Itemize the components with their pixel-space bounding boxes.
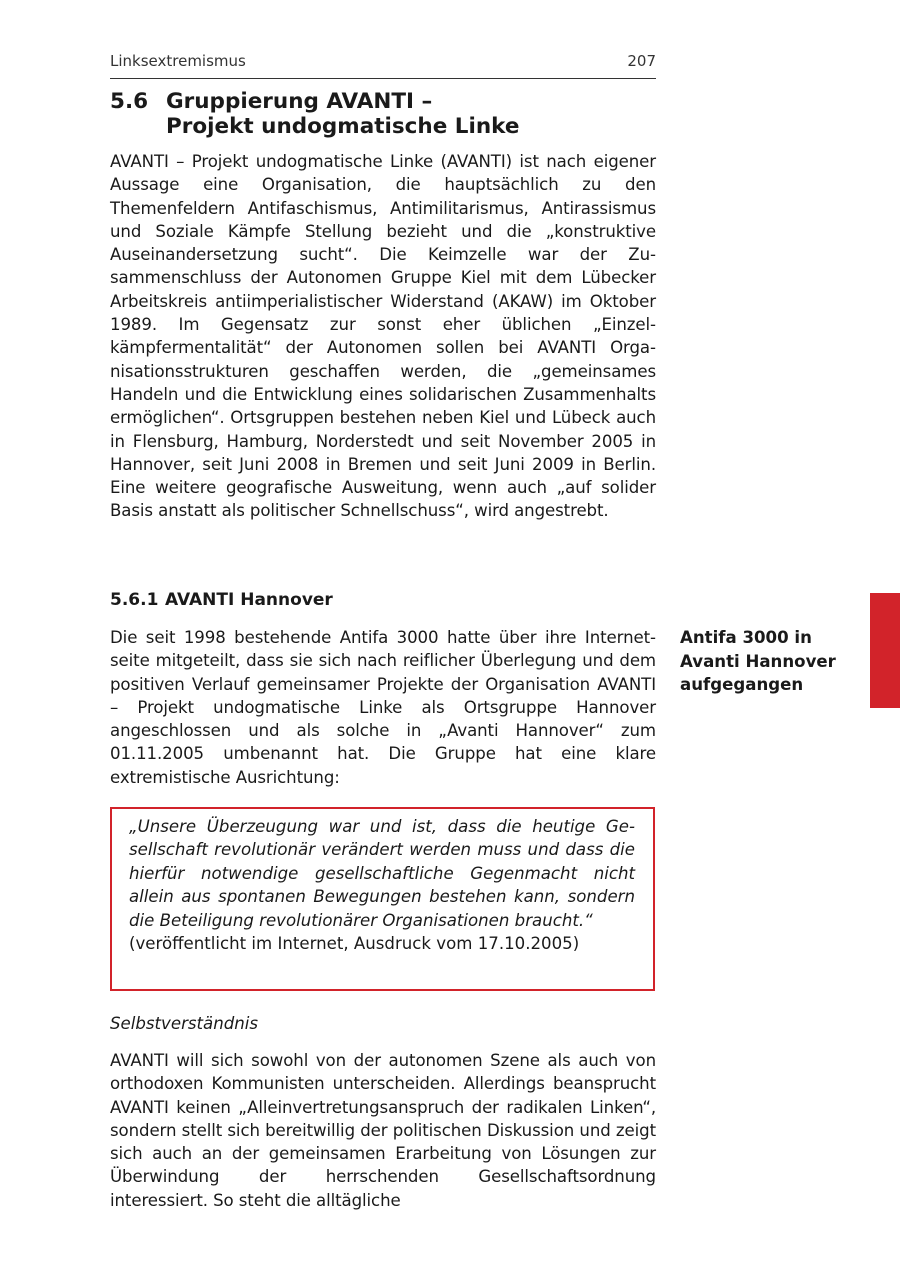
margin-note xyxy=(680,626,860,697)
final-paragraph: AVANTI will sich sowohl von der autonomen Szene als auch von orthodoxen Kommunisten unterscheiden. Allerdings beansprucht AVANTI keinen „Alleinvertretungsanspruch der radikalen Linken“, sondern stellt sich bereitwillig der politischen Diskussion und zeigt sich auch an der gemeinsamen Erarbeitung von Lösungen zur Überwindung der herrschenden Gesellschaftsordnung interessiert. So steht die alltägliche xyxy=(110,1051,656,1210)
margin-note-line: Antifa 3000 in xyxy=(680,628,812,647)
margin-note-line: aufgegangen xyxy=(680,675,804,694)
quote-box xyxy=(110,807,655,991)
subsection-title: AVANTI Hannover xyxy=(165,590,333,610)
margin-note-line: Avanti Hannover xyxy=(680,651,836,671)
section-title-line2: Projekt undogmatische Linke xyxy=(166,114,520,139)
chapter-title: Linksextremismus xyxy=(110,52,246,70)
section-title-line1: Gruppierung AVANTI – xyxy=(166,89,433,114)
chapter-thumb-tab xyxy=(870,593,900,708)
intro-paragraph: AVANTI – Projekt undogmatische Linke (AVANTI) ist nach eigener Aussage eine Organisation, die hauptsächlich zu den Themenfeldern Antifaschismus, Antimilitarismus, Antirassismus und Soziale Kämpfe Stellung bezieht und die „konstruktive Auseinandersetzung sucht“. Die Keimzelle war der Zusammenschluss der Autonomen Gruppe Kiel mit dem Lübecker Arbeitskreis antiimperialistischer Widerstand (AKAW) im Oktober 1989. Im Gegensatz zur sonst eher üblichen „Einzelkämpfermentalität“ der Autonomen sollen bei AVANTI Organisationsstrukturen geschaffen werden, die „gemeinsames Handeln und die Entwicklung eines solidarischen Zusammenhalts ermöglichen“. Ortsgruppen bestehen neben Kiel und Lübeck auch in Flensburg, Hamburg, Norderstedt und seit November 2005 in Hannover, seit Juni 2008 in Bremen und seit Juni 2009 in Berlin. Eine weitere geografische Ausweitung, wenn auch „auf solider Basis anstatt als politischer Schnellschuss“, wird angestrebt. xyxy=(110,152,656,521)
quote-source: (veröffentlicht im Internet, Ausdruck vom 17.10.2005) xyxy=(129,934,580,954)
section-number: 5.6 xyxy=(110,89,149,114)
quote-text: „Unsere Überzeugung war und ist, dass die heutige Gesellschaft revolutionär verändert werden muss und dass die hierfür notwendige gesellschaftliche Gegenmacht nicht allein aus spontanen Bewegungen bestehen kann, sondern die Beteiligung revolutionärer Organisationen braucht.“ xyxy=(129,817,635,930)
page-number: 207 xyxy=(627,52,656,70)
subheading-selbstverstaendnis: Selbstverständnis xyxy=(110,1014,259,1033)
subsection-number: 5.6.1 xyxy=(110,590,159,610)
subsection-heading xyxy=(110,590,333,610)
running-header xyxy=(110,52,656,79)
subsection-paragraph: Die seit 1998 bestehende Antifa 3000 hatte über ihre Internetseite mitgeteilt, dass sie sich nach reiflicher Überlegung und dem positiven Verlauf gemeinsamer Projekte der Organisation AVANTI – Projekt undogmatische Linke als Ortsgruppe Hannover angeschlossen und als solche in „Avanti Hannover“ zum 01.11.2005 umbenannt hat. Die Gruppe hat eine klare extremistische Ausrichtung: xyxy=(110,628,656,787)
